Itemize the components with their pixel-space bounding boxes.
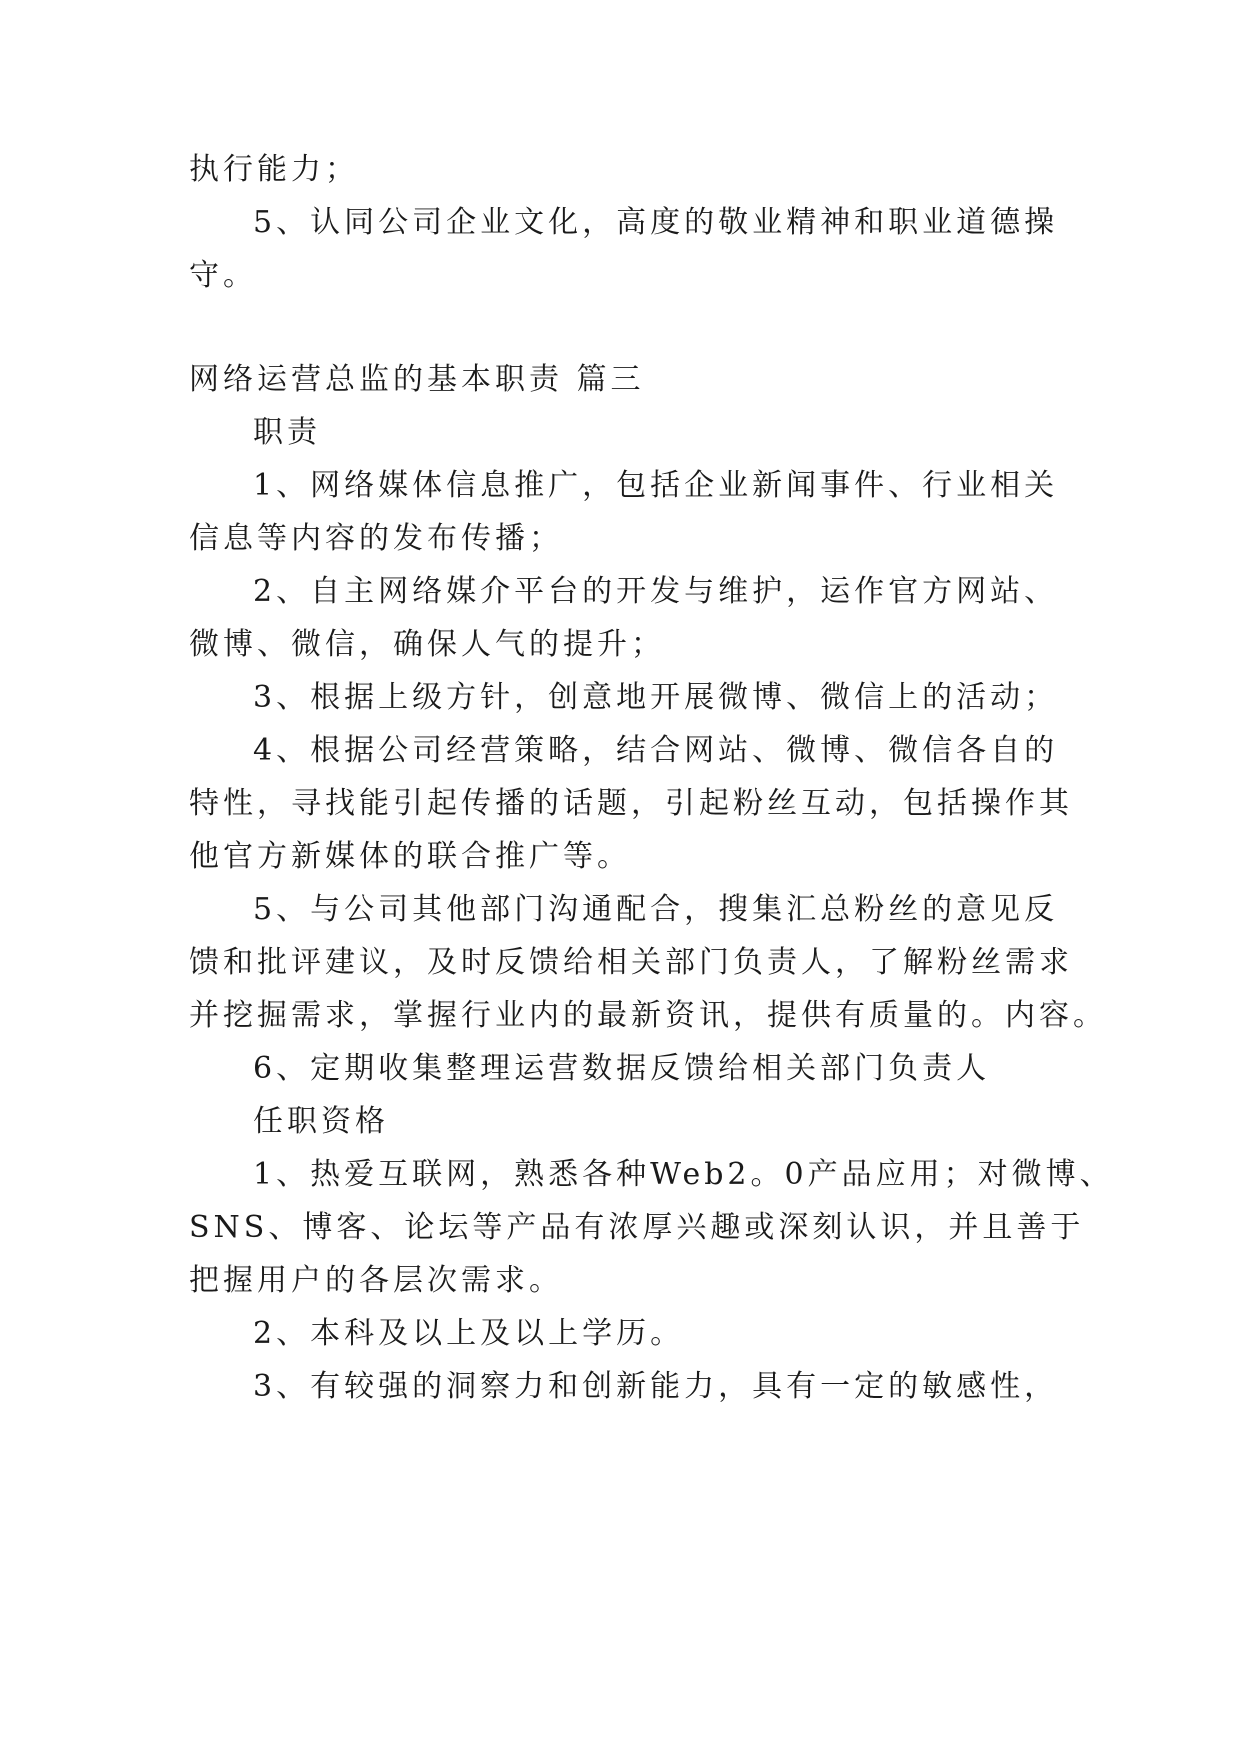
text-line-21: 把握用户的各层次需求。 <box>189 1263 563 1298</box>
text-line-11: 4、根据公司经营策略，结合网站、微博、微信各自的 <box>253 733 1059 768</box>
text-line-9: 微博、微信，确保人气的提升； <box>189 627 665 662</box>
text-line-22: 2、本科及以上及以上学历。 <box>253 1316 685 1351</box>
text-line-12: 特性，寻找能引起传播的话题，引起粉丝互动，包括操作其 <box>189 786 1073 821</box>
text-line-16: 并挖掘需求，掌握行业内的最新资讯，提供有质量的。内容。 <box>189 998 1107 1033</box>
text-line-7: 信息等内容的发布传播； <box>189 521 563 556</box>
subheading-qualifications: 任职资格 <box>253 1104 389 1139</box>
text-line-20: SNS、博客、论坛等产品有浓厚兴趣或深刻认识，并且善于 <box>189 1210 1085 1245</box>
text-line-19: 1、热爱互联网，熟悉各种Web2。0产品应用；对微博、 <box>253 1157 1114 1192</box>
text-line-8: 2、自主网络媒介平台的开发与维护，运作官方网站、 <box>253 574 1059 609</box>
text-line-3: 守。 <box>189 258 257 293</box>
text-line-10: 3、根据上级方针，创意地开展微博、微信上的活动； <box>253 680 1059 715</box>
subheading-duties: 职责 <box>253 415 321 450</box>
text-line-17: 6、定期收集整理运营数据反馈给相关部门负责人 <box>253 1051 991 1086</box>
text-line-15: 馈和批评建议，及时反馈给相关部门负责人，了解粉丝需求 <box>189 945 1073 980</box>
text-line-14: 5、与公司其他部门沟通配合，搜集汇总粉丝的意见反 <box>253 892 1059 927</box>
text-line-6: 1、网络媒体信息推广，包括企业新闻事件、行业相关 <box>253 468 1059 503</box>
text-line-1: 执行能力； <box>189 152 359 187</box>
text-line-13: 他官方新媒体的联合推广等。 <box>189 839 631 874</box>
text-line-2: 5、认同公司企业文化，高度的敬业精神和职业道德操 <box>253 205 1059 240</box>
section-heading: 网络运营总监的基本职责 篇三 <box>189 362 645 397</box>
text-line-23: 3、有较强的洞察力和创新能力，具有一定的敏感性， <box>253 1369 1059 1404</box>
